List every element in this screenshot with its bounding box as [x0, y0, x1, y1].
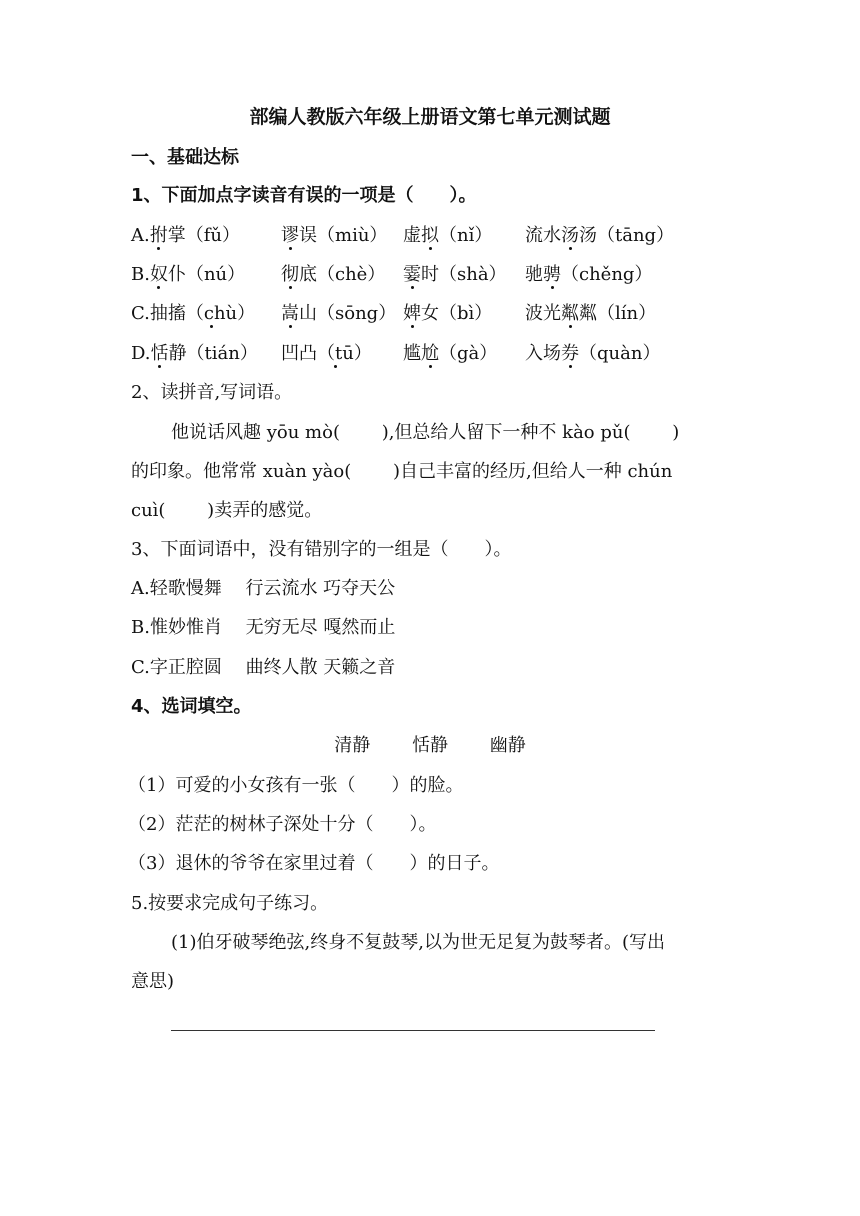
- q4-item-1: （1）可爱的小女孩有一张（ ）的脸。: [128, 775, 464, 796]
- q3-option-a: A.轻歌慢舞 行云流水 巧夺天公: [131, 578, 396, 599]
- exam-page: 部编人教版六年级上册语文第七单元测试题 一、基础达标 1、下面加点字读音有误的一项是（ ）。 A.拊掌（fǔ） 谬误（miù） 虚拟（nǐ） 流水汤汤（tāng） B.奴仆（nú） 彻底（chè） 霎时（shà） 驰骋（chěng） C.抽搐（chù） 嵩山（sōng） 婢女（bì） 波光粼粼（lín） D.恬静（tián） 凹凸（tū） 尴尬（gà） 入场券（quàn） 2、读拼音,写词语。 他说话风趣 yōu mò( ),但总给人留下一种不 kào pǔ( ) 的印象。他常常 xuàn yào( )自己丰富的经历,但给人一种 chún cuì( )卖弄的感觉。 3、下面词语中，没有错别字的一组是（ ）。 A.轻歌慢舞 行云流水 巧夺天公 B.惟妙惟肖 无穷无尽 嘎然而止 C.字正腔圆 曲终人散 天籁之音 4、选词填空。 清静 恬静 幽静 （1）可爱的小女孩有一张（ ）的脸。 （2）茫茫的树林子深处十分（ ）。 （3）退休的爷爷在家里过着（ ）的日子。 5.按要求完成句子练习。 (1)伯牙破琴绝弦,终身不复鼓琴,以为世无足复为鼓琴者。(写出 意思): [0, 0, 860, 1216]
- section-heading: 一、基础达标: [131, 147, 239, 168]
- q4-item-3: （3）退休的爷爷在家里过着（ ）的日子。: [128, 853, 500, 874]
- q3-option-b: B.惟妙惟肖 无穷无尽 嘎然而止: [131, 617, 396, 638]
- question-1-stem: 1、下面加点字读音有误的一项是（ ）。: [131, 185, 477, 206]
- q4-word-choices: 清静 恬静 幽静: [334, 735, 526, 756]
- page-title: 部编人教版六年级上册语文第七单元测试题: [249, 106, 611, 128]
- question-2-stem: 2、读拼音,写词语。: [131, 382, 293, 403]
- question-4-stem: 4、选词填空。: [131, 696, 252, 717]
- q2-passage-line: cuì( )卖弄的感觉。: [131, 500, 323, 521]
- q2-passage-line: 他说话风趣 yōu mò( ),但总给人留下一种不 kào pǔ( ): [171, 422, 680, 443]
- q3-option-c: C.字正腔圆 曲终人散 天籁之音: [131, 657, 396, 678]
- q5-item-1-text: 意思): [131, 971, 175, 992]
- q4-item-2: （2）茫茫的树林子深处十分（ ）。: [128, 814, 437, 835]
- question-5-stem: 5.按要求完成句子练习。: [131, 893, 329, 914]
- q5-item-1-text: (1)伯牙破琴绝弦,终身不复鼓琴,以为世无足复为鼓琴者。(写出: [171, 932, 665, 953]
- answer-line: [171, 1030, 655, 1031]
- q2-passage-line: 的印象。他常常 xuàn yào( )自己丰富的经历,但给人一种 chún: [131, 461, 673, 482]
- question-3-stem: 3、下面词语中，没有错别字的一组是（ ）。: [131, 539, 512, 560]
